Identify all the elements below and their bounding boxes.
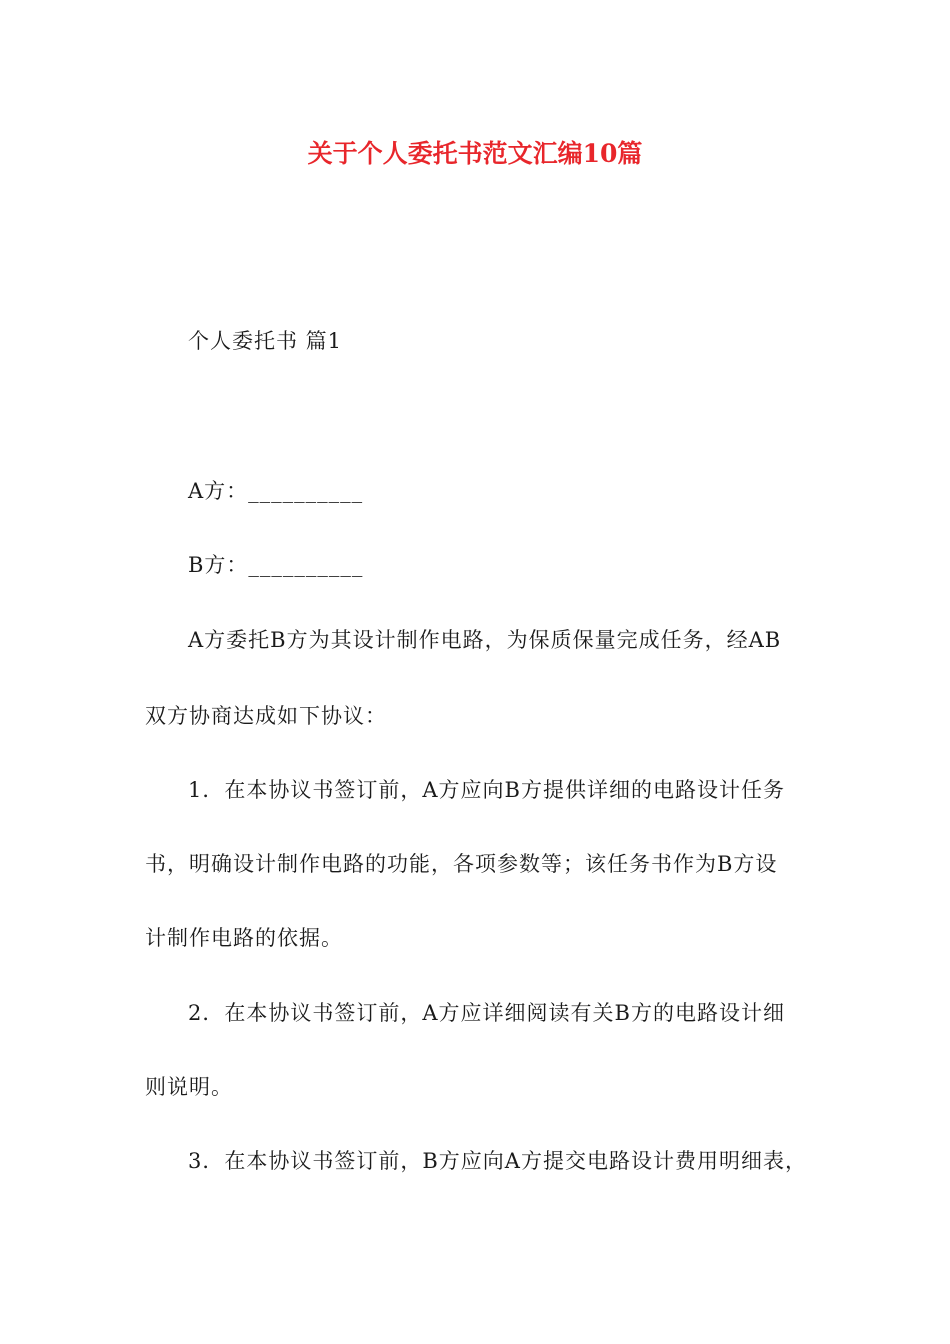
paragraph-line: 双方协商达成如下协议： xyxy=(145,704,387,728)
section-heading: 个人委托书 篇1 xyxy=(188,329,343,353)
paragraph-line: 2．在本协议书签订前，A方应详细阅读有关B方的电路设计细 xyxy=(188,1001,785,1025)
paragraph-line: 计制作电路的依据。 xyxy=(145,926,343,950)
paragraph-line: 则说明。 xyxy=(145,1075,233,1099)
paragraph-line: A方委托B方为其设计制作电路，为保质保量完成任务，经AB xyxy=(188,628,782,652)
paragraph-line: 书，明确设计制作电路的功能，各项参数等；该任务书作为B方设 xyxy=(145,852,778,876)
paragraph-line: 1．在本协议书签订前，A方应向B方提供详细的电路设计任务 xyxy=(188,778,785,802)
party-b-field: B方：__________ xyxy=(188,553,364,577)
paragraph-line: 3．在本协议书签订前，B方应向A方提交电路设计费用明细表， xyxy=(188,1149,807,1173)
party-a-field: A方：__________ xyxy=(188,479,364,503)
document-title: 关于个人委托书范文汇编10篇 xyxy=(307,139,643,168)
